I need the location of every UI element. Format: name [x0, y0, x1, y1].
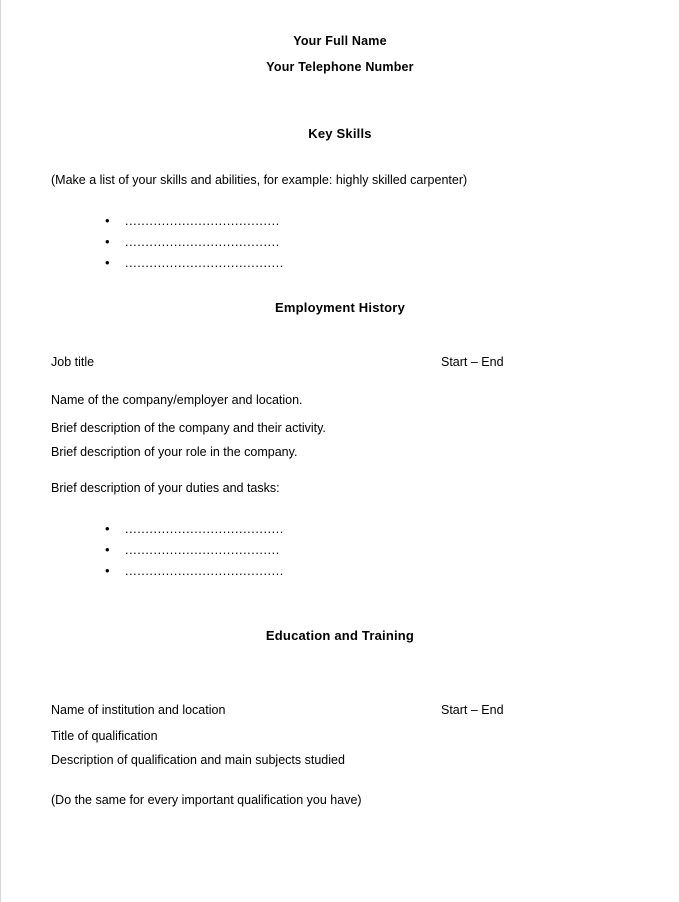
education-qualification-description: Description of qualification and main subjects studied: [51, 753, 345, 767]
list-item: • .......................................: [51, 561, 629, 582]
list-item: • ......................................: [51, 540, 629, 561]
employment-duties-label: Brief description of your duties and tasks:: [51, 481, 280, 495]
list-item: • ......................................: [51, 211, 629, 232]
employment-dates: Start – End: [441, 355, 504, 369]
education-note: (Do the same for every important qualification you have): [51, 793, 362, 807]
section-title-education-and-training: Education and Training: [265, 628, 415, 643]
employment-job-title: Job title: [51, 355, 95, 369]
section-title-key-skills: Key Skills: [308, 126, 372, 141]
applicant-telephone: Your Telephone Number: [266, 60, 414, 74]
employment-duties-bullet-list: [51, 519, 629, 582]
employment-entry-header: [51, 355, 629, 369]
list-item: • .......................................: [51, 253, 629, 274]
list-item: • ......................................: [51, 232, 629, 253]
applicant-full-name: Your Full Name: [293, 34, 387, 48]
education-qualification-title: Title of qualification: [51, 729, 158, 743]
section-title-employment-history: Employment History: [274, 300, 405, 315]
key-skills-bullet-list: [51, 211, 629, 274]
employment-role-description: Brief description of your role in the company.: [51, 445, 298, 459]
key-skills-intro: (Make a list of your skills and abilities, for example: highly skilled carpenter): [51, 173, 468, 187]
document-content: [51, 28, 629, 809]
education-institution: Name of institution and location: [51, 703, 226, 717]
list-item: • .......................................: [51, 519, 629, 540]
employment-company-line: Name of the company/employer and location.: [51, 393, 303, 407]
employment-company-description: Brief description of the company and their activity.: [51, 421, 326, 435]
education-dates: Start – End: [441, 703, 504, 717]
education-entry-header: [51, 703, 629, 717]
